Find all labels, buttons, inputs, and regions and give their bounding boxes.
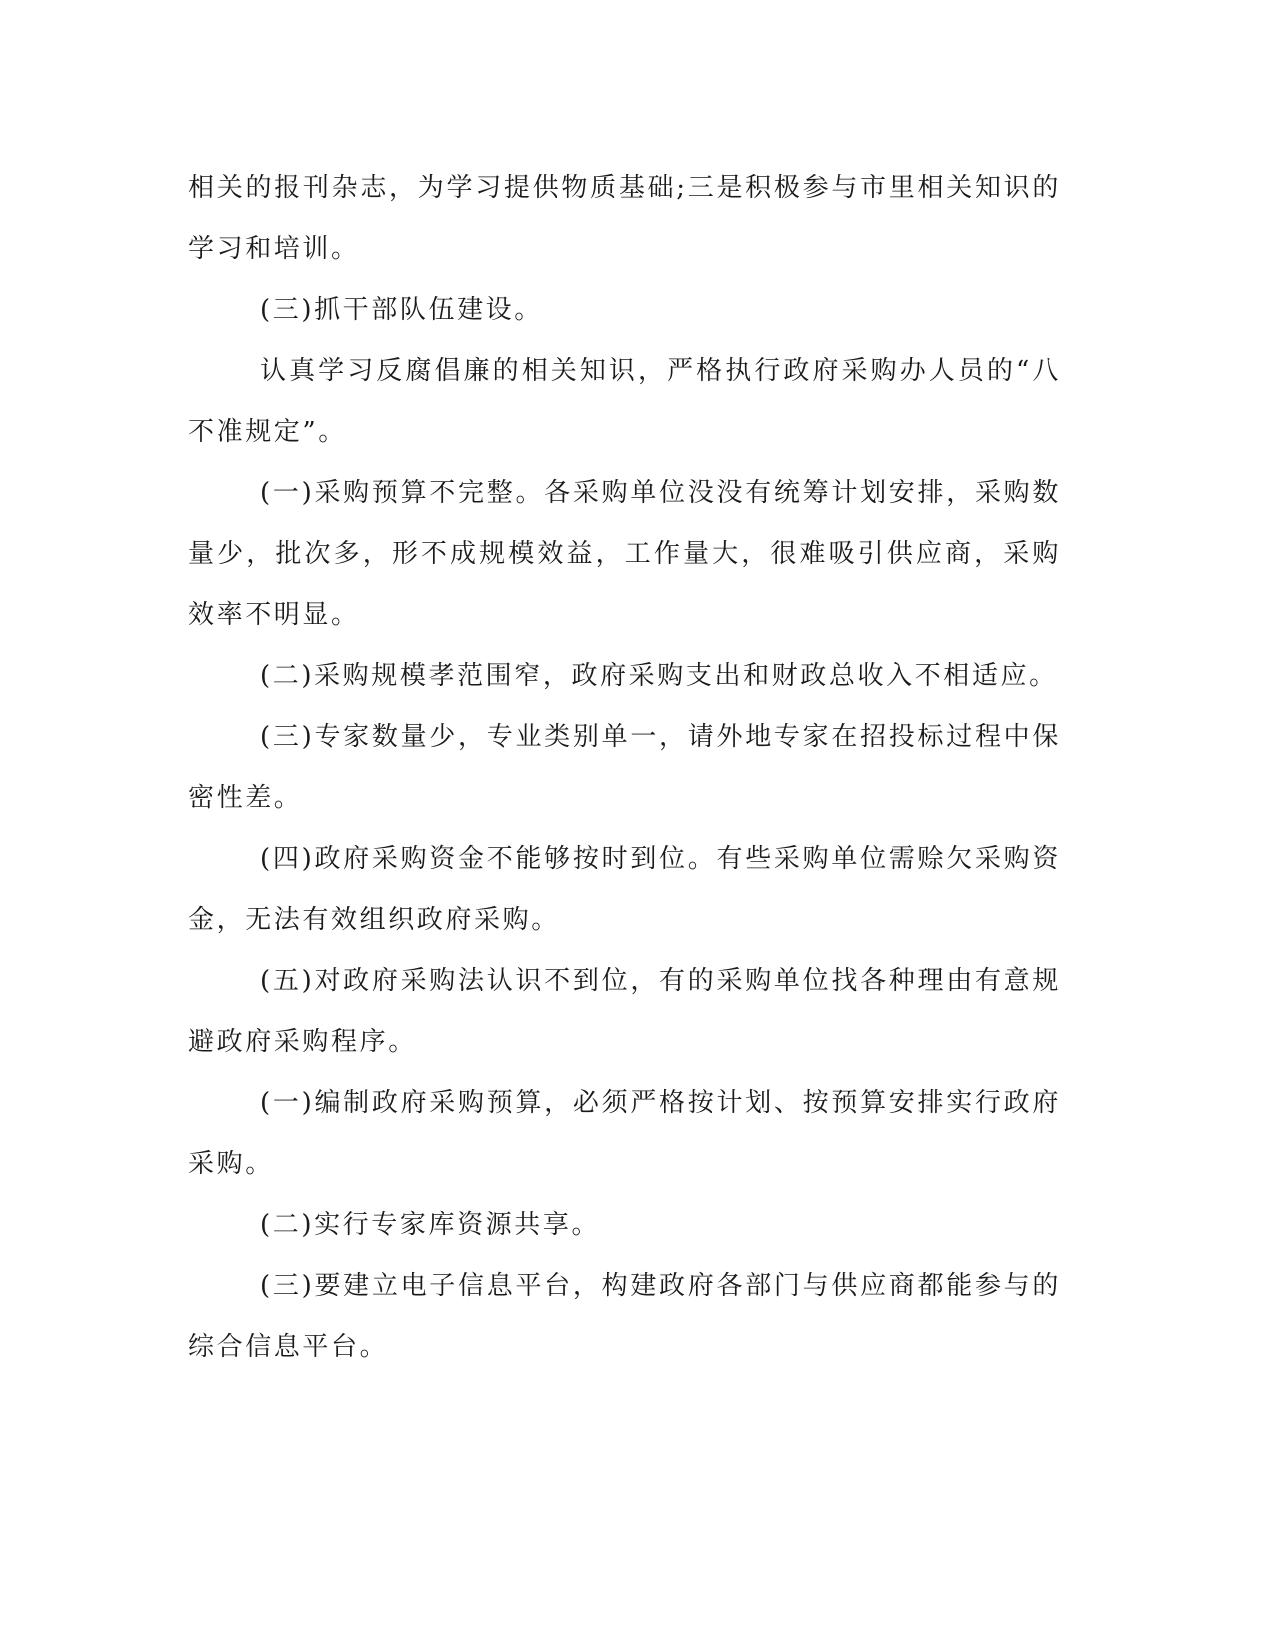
document-body — [188, 158, 1061, 1378]
paragraph-measure-budget: (一)编制政府采购预算，必须严格按计划、按预算安排实行政府采购。 — [188, 1088, 1061, 1179]
paragraph-problem-awareness: (五)对政府采购法认识不到位，有的采购单位找各种理由有意规避政府采购程序。 — [188, 966, 1061, 1057]
paragraph-problem-experts: (三)专家数量少，专业类别单一，请外地专家在招投标过程中保密性差。 — [188, 722, 1061, 813]
paragraph-continuation: 相关的报刊杂志，为学习提供物质基础;三是积极参与市里相关知识的学习和培训。 — [188, 173, 1061, 264]
paragraph-anticorruption-study: 认真学习反腐倡廉的相关知识，严格执行政府采购办人员的“八不准规定”。 — [188, 356, 1061, 447]
paragraph-measure-info-platform: (三)要建立电子信息平台，构建政府各部门与供应商都能参与的综合信息平台。 — [188, 1271, 1061, 1362]
paragraph-problem-budget: (一)采购预算不完整。各采购单位没没有统筹计划安排，采购数量少，批次多，形不成规模效益，工作量大，很难吸引供应商，采购效率不明显。 — [188, 478, 1061, 630]
paragraph-problem-scale: (二)采购规模孝范围窄，政府采购支出和财政总收入不相适应。 — [260, 661, 1058, 691]
paragraph-problem-funds: (四)政府采购资金不能够按时到位。有些采购单位需赊欠采购资金，无法有效组织政府采购。 — [188, 844, 1061, 935]
paragraph-heading-cadre-team: (三)抓干部队伍建设。 — [260, 295, 543, 325]
paragraph-measure-expert-sharing: (二)实行专家库资源共享。 — [260, 1210, 601, 1240]
